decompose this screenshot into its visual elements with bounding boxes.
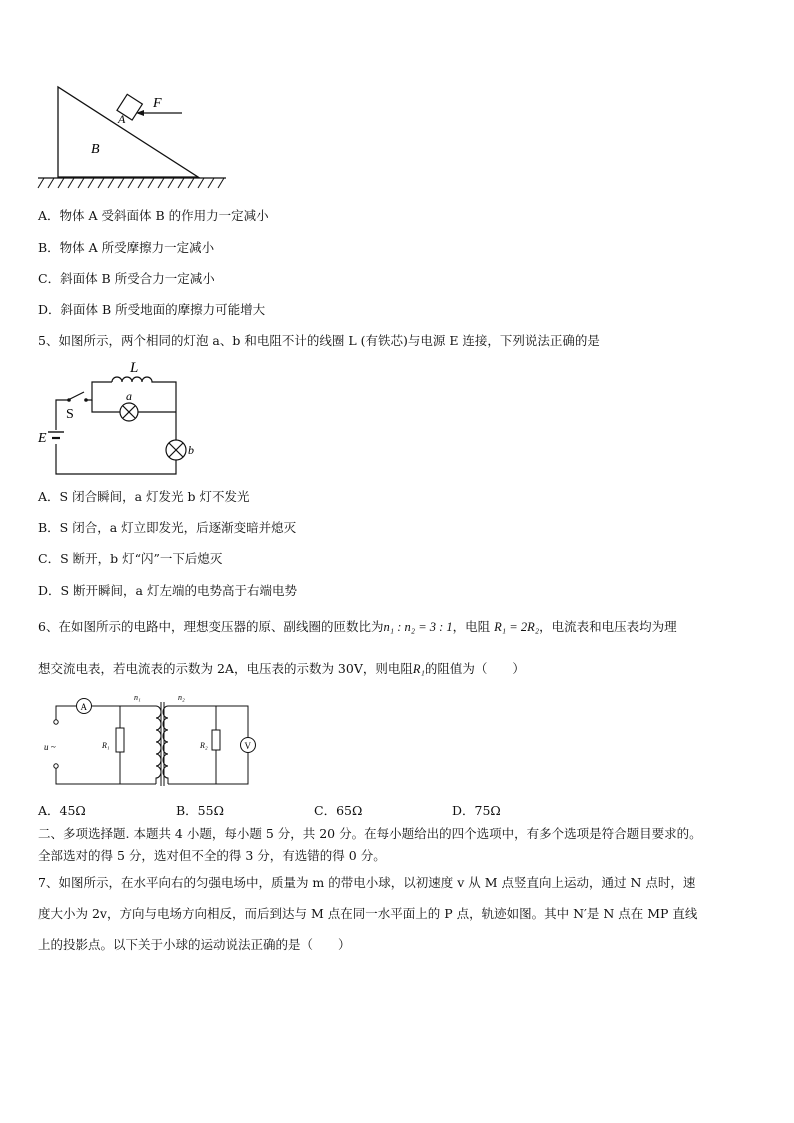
q5-circuit-figure [34, 356, 204, 478]
q4-option-c: C．斜面体 B 所受合力一定减小 [38, 271, 215, 286]
ground-hatch [38, 178, 224, 188]
label-r1: R₁ [102, 741, 110, 750]
q6-option-d: D．75Ω [452, 803, 501, 818]
svg-text:A: A [80, 702, 87, 712]
q6-stem-2b: 的阻值为（ ） [424, 661, 525, 676]
q5-option-a: A．S 闭合瞬间，a 灯发光 b 灯不发光 [38, 489, 250, 504]
q7-line3: 上的投影点。以下关于小球的运动说法正确的是（ ） [38, 937, 351, 952]
q6-stem-1c: ，电流表和电压表均为理 [539, 619, 677, 634]
section2-line1: 二、多项选择题. 本题共 4 小题，每小题 5 分，共 20 分。在每小题给出的四个选项中，有多个选项是符合题目要求的。 [38, 826, 702, 841]
q6-option-c: C．65Ω [314, 803, 363, 818]
label-a: a [126, 389, 132, 403]
section2-line2: 全部选对的得 5 分，选对但不全的得 3 分，有选错的得 0 分。 [38, 848, 386, 863]
ammeter [77, 699, 92, 714]
source-terminal-top [54, 720, 58, 724]
q5-stem: 5、如图所示，两个相同的灯泡 a、b 和电阻不计的线圈 L (有铁芯)与电源 E 连接，下列说法正确的是 [38, 333, 600, 348]
q4-option-b: B．物体 A 所受摩擦力一定减小 [38, 240, 215, 255]
incline-figure [36, 82, 236, 194]
svg-text:V: V [244, 741, 251, 751]
primary-coil [156, 706, 161, 784]
label-r2: R₂ [200, 741, 208, 750]
voltmeter [241, 738, 256, 753]
q6-option-a: A．45Ω [38, 803, 86, 818]
label-B: B [91, 142, 100, 157]
q7-line1: 7、如图所示，在水平向右的匀强电场中，质量为 m 的带电小球，以初速度 v 从 M 点竖直向上运动，通过 N 点时，速 [38, 875, 696, 890]
label-F: F [153, 96, 162, 111]
q5-circuit-wires [56, 382, 176, 474]
q5-option-d: D．S 断开瞬间，a 灯左端的电势高于右端电势 [38, 583, 297, 598]
q6-stem-1a: 6、在如图所示的电路中，理想变压器的原、副线圈的匝数比为 [38, 619, 384, 634]
q5-battery [48, 432, 64, 438]
q6-option-b: B．55Ω [176, 803, 224, 818]
q6-r1: R₁ [412, 662, 425, 676]
lamp-b [166, 440, 186, 460]
label-E: E [38, 431, 47, 446]
label-b: b [188, 443, 194, 457]
q6-stem-line2 [38, 661, 525, 677]
q6-stem-2a: 想交流电表，若电流表的示数为 2A，电压表的示数为 30V，则电阻 [38, 661, 413, 676]
label-A: A [118, 112, 126, 126]
q4-option-a: A．物体 A 受斜面体 B 的作用力一定减小 [38, 208, 269, 223]
q5-option-c: C．S 断开，b 灯“闪”一下后熄灭 [38, 551, 223, 566]
q6-resistor-relation: R₁ = 2R₂ [494, 620, 540, 634]
resistor-r1 [116, 728, 124, 752]
lamp-a [120, 403, 138, 421]
q6-stem-1b: ，电阻 [452, 619, 491, 634]
q7-line2: 度大小为 2v，方向与电场方向相反，而后到达与 M 点在同一水平面上的 P 点，轨迹如图。其中 N′是 N 点在 MP 直线 [38, 906, 698, 921]
resistor-r2 [212, 730, 220, 750]
source-terminal-bottom [54, 764, 58, 768]
label-source: u ~ [44, 742, 56, 752]
label-n2: n₂ [178, 693, 185, 702]
label-S: S [66, 407, 74, 422]
q6-transformer-figure [40, 690, 262, 790]
q5-inductor [112, 377, 154, 382]
q6-stem-line1 [38, 619, 677, 635]
label-L: L [130, 360, 139, 376]
label-n1: n₁ [134, 693, 141, 702]
q6-turn-ratio: n₁ : n₂ = 3 : 1 [383, 620, 453, 634]
q4-option-d: D．斜面体 B 所受地面的摩擦力可能增大 [38, 302, 266, 317]
q5-option-b: B．S 闭合，a 灯立即发光，后逐渐变暗并熄灭 [38, 520, 297, 535]
